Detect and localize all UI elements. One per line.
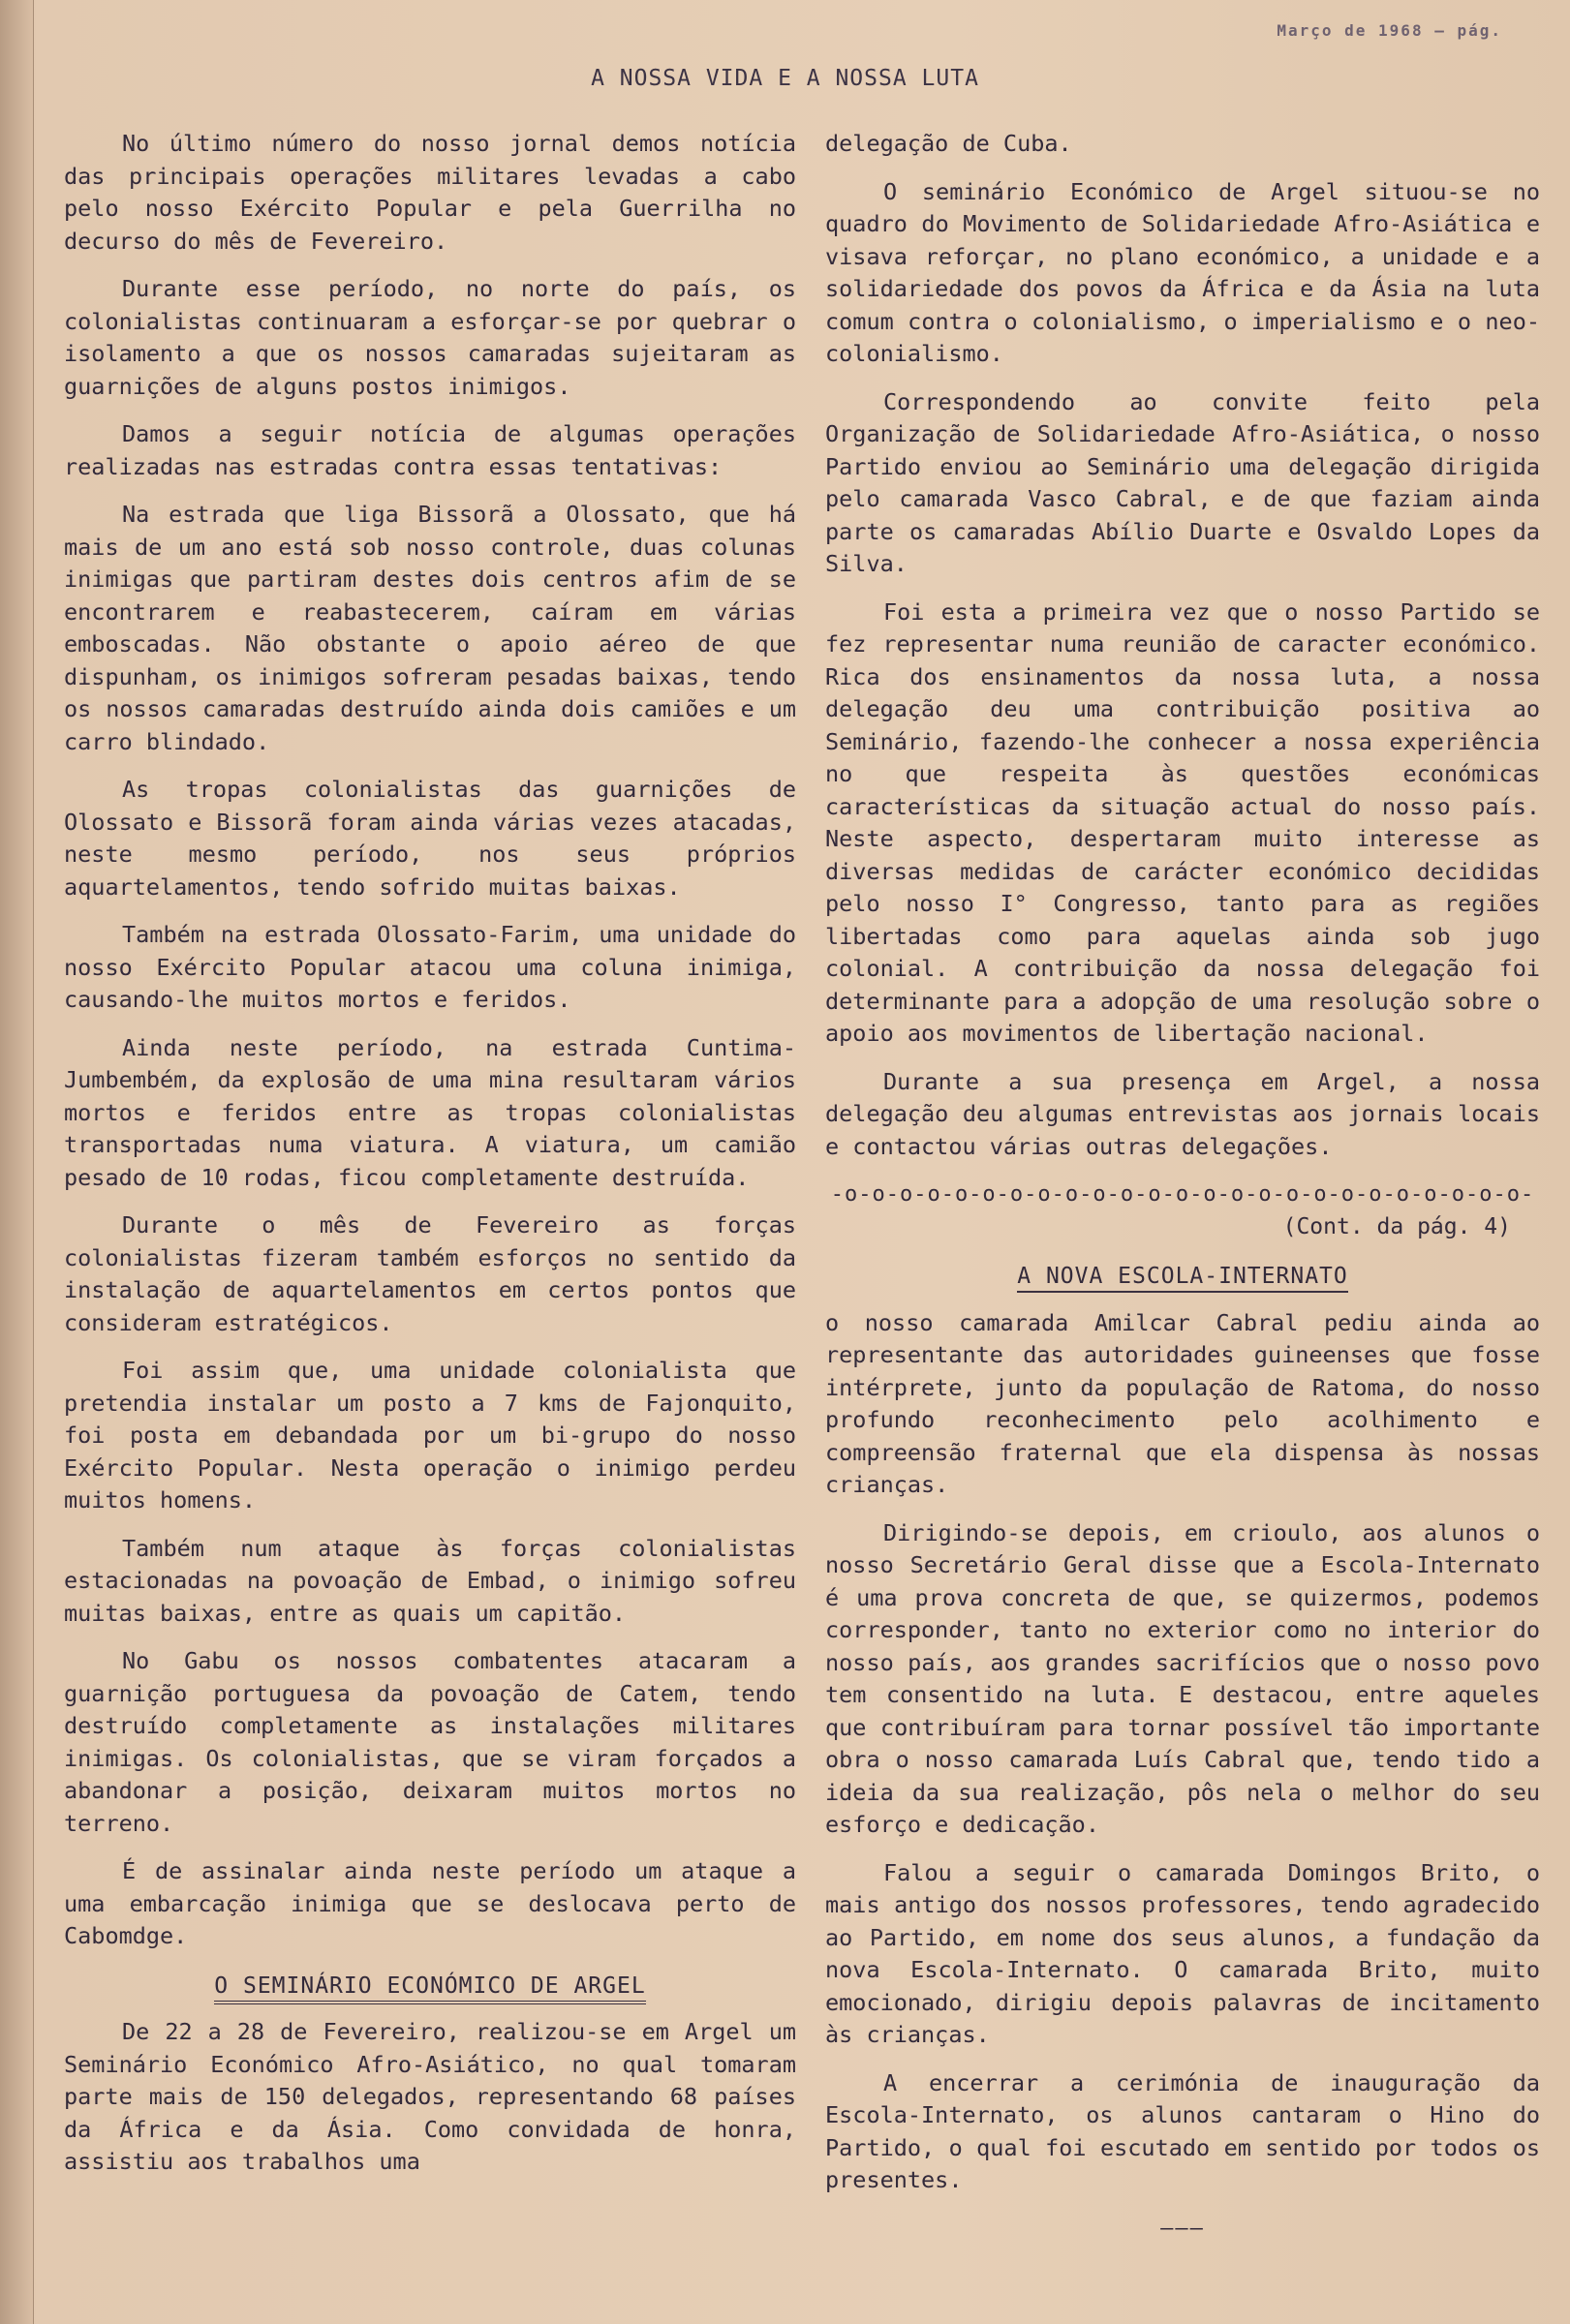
- page-title: A NOSSA VIDA E A NOSSA LUTA: [591, 66, 979, 91]
- school-paragraph: o nosso camarada Amilcar Cabral pediu ainda ao representante das autoridades guineenses que fosse intérprete, junto da população de Ratoma, do nosso profundo reconhecimento pelo acolhimento e compreensão fraternal que ela dispensa às nossas crianças.: [825, 1308, 1540, 1498]
- article-paragraph: No último número do nosso jornal demos notícia das principais operações militares levadas a cabo pelo nosso Exército Popular e pela Guerrilha no decurso do mês de Fevereiro.: [64, 130, 796, 255]
- article-paragraph: Durante esse período, no norte do país, os colonialistas continuaram a esforçar-se por quebrar o isolamento a que os nossos camaradas sujeitaram as guarnições de alguns postos inimigos.: [64, 275, 796, 400]
- article-paragraph: Foi esta a primeira vez que o nosso Partido se fez representar numa reunião de caracter económico. Rica dos ensinamentos da nossa luta, a nossa delegação deu uma contribuição positiva ao Seminário, fazendo-lhe conhecer a nossa experiência no que respeita às questões económicas características da situação actual do nosso país. Neste aspecto, despertaram muito interesse as diversas medidas de carácter económico decididas pelo nosso I° Congresso, tanto para as regiões libertadas como para aquelas ainda sob jugo colonial. A contribuição da nossa delegação foi determinante para a adopção de uma resolução sobre o apoio aos movimentos de libertação nacional.: [825, 597, 1540, 1047]
- continuation-note: (Cont. da pág. 4): [1282, 1213, 1511, 1239]
- article-paragraph: Também na estrada Olossato-Farim, uma unidade do nosso Exército Popular atacou uma coluna inimiga, causando-lhe muitos mortos e feridos.: [64, 921, 796, 1013]
- article-paragraph: É de assinalar ainda neste período um ataque a uma embarcação inimiga que se deslocava perto de Cabomdge.: [64, 1857, 796, 1949]
- seminar-heading-text: O SEMINÁRIO ECONÓMICO DE ARGEL: [214, 1973, 645, 2004]
- seminar-section-heading: [64, 1971, 796, 2003]
- article-paragraph: Damos a seguir notícia de algumas operações realizadas nas estradas contra essas tentativas:: [64, 420, 796, 480]
- continuation-line: delegação de Cuba.: [825, 130, 1072, 157]
- article-paragraph: Durante a sua presença em Argel, a nossa delegação deu algumas entrevistas aos jornais locais e contactou várias outras delegações.: [825, 1067, 1540, 1160]
- school-paragraph: A encerrar a cerimónia de inauguração da Escola-Internato, os alunos cantaram o Hino do Partido, o qual foi escutado em sentido por todos os presentes.: [825, 2068, 1540, 2193]
- left-column: [64, 128, 796, 2194]
- page-binding-edge: [0, 0, 34, 2324]
- article-paragraph: Foi assim que, uma unidade colonialista que pretendia instalar um posto a 7 kms de Fajonquito, foi posta em debandada por um bi-grupo do nosso Exército Popular. Nesta operação o inimigo perdeu muitos homens.: [64, 1357, 796, 1514]
- right-column: [825, 128, 1540, 2245]
- article-end-mark: ———: [1160, 2216, 1205, 2241]
- article-paragraph: O seminário Económico de Argel situou-se no quadro do Movimento de Solidariedade Afro-Asiática e visava reforçar, no plano económico, a unidade e a solidariedade dos povos da África e da Ásia na luta comum contra o colonialismo, o imperialismo e o neo-colonialismo.: [825, 177, 1540, 367]
- article-paragraph: No Gabu os nossos combatentes atacaram a guarnição portuguesa da povoação de Catem, tendo destruído completamente as instalações militares inimigas. Os colonialistas, que se viram forçados a abandonar a posição, deixaram muitos mortos no terreno.: [64, 1647, 796, 1837]
- article-paragraph: Na estrada que liga Bissorã a Olossato, que há mais de um ano está sob nosso controle, duas colunas inimigas que partiram destes dois centros afim de se encontrarem e reabastecerem, caíram em várias emboscadas. Não obstante o apoio aéreo de que dispunham, os inimigos sofreram pesadas baixas, tendo os nossos camaradas destruído ainda dois camiões e um carro blindado.: [64, 501, 796, 755]
- article-paragraph: As tropas colonialistas das guarnições de Olossato e Bissorã foram ainda várias vezes atacadas, neste mesmo período, nos seus próprios aquartelamentos, tendo sofrido muitas baixas.: [64, 776, 796, 901]
- article-paragraph: Durante o mês de Fevereiro as forças colonialistas fizeram também esforços no sentido da instalação de aquartelamentos em certos pontos que consideram estratégicos.: [64, 1211, 796, 1336]
- section-separator: -o-o-o-o-o-o-o-o-o-o-o-o-o-o-o-o-o-o-o-o-o-o-o-o-o-: [830, 1182, 1535, 1207]
- page-date-line: Março de 1968 – pág.: [1277, 21, 1502, 40]
- school-heading-text: A NOVA ESCOLA-INTERNATO: [1017, 1264, 1348, 1293]
- school-paragraph: Falou a seguir o camarada Domingos Brito, o mais antigo dos nossos professores, tendo agradecido ao Partido, em nome dos seus alunos, a fundação da nova Escola-Internato. O camarada Brito, muito emocionado, dirigiu depois palavras de incitamento às crianças.: [825, 1858, 1540, 2048]
- seminar-paragraph: De 22 a 28 de Fevereiro, realizou-se em Argel um Seminário Económico Afro-Asiático, no qual tomaram parte mais de 150 delegados, representando 68 países da África e da Ásia. Como convidada de honra, assistiu aos trabalhos uma: [64, 2018, 796, 2175]
- school-section-heading: [825, 1261, 1540, 1294]
- article-paragraph: Também num ataque às forças colonialistas estacionadas na povoação de Embad, o inimigo sofreu muitas baixas, entre as quais um capitão.: [64, 1534, 796, 1627]
- school-paragraph: Dirigindo-se depois, em crioulo, aos alunos o nosso Secretário Geral disse que a Escola-Internato é uma prova concreta de que, se quizermos, podemos corresponder, tanto no exterior como no interior do nosso país, aos grandes sacrifícios que o nosso povo tem consentido na luta. E destacou, entre aqueles que contribuíram para tornar possível tão importante obra o nosso camarada Luís Cabral que, tendo tido a ideia da sua realização, pôs nela o melhor do seu esforço e dedicação.: [825, 1518, 1540, 1838]
- article-paragraph: Correspondendo ao convite feito pela Organização de Solidariedade Afro-Asiática, o nosso Partido enviou ao Seminário uma delegação dirigida pelo camarada Vasco Cabral, e de que faziam ainda parte os camaradas Abílio Duarte e Osvaldo Lopes da Silva.: [825, 387, 1540, 577]
- article-paragraph: Ainda neste período, na estrada Cuntima-Jumbembém, da explosão de uma mina resultaram vários mortos e feridos entre as tropas colonialistas transportadas numa viatura. A viatura, um camião pesado de 10 rodas, ficou completamente destruída.: [64, 1033, 796, 1191]
